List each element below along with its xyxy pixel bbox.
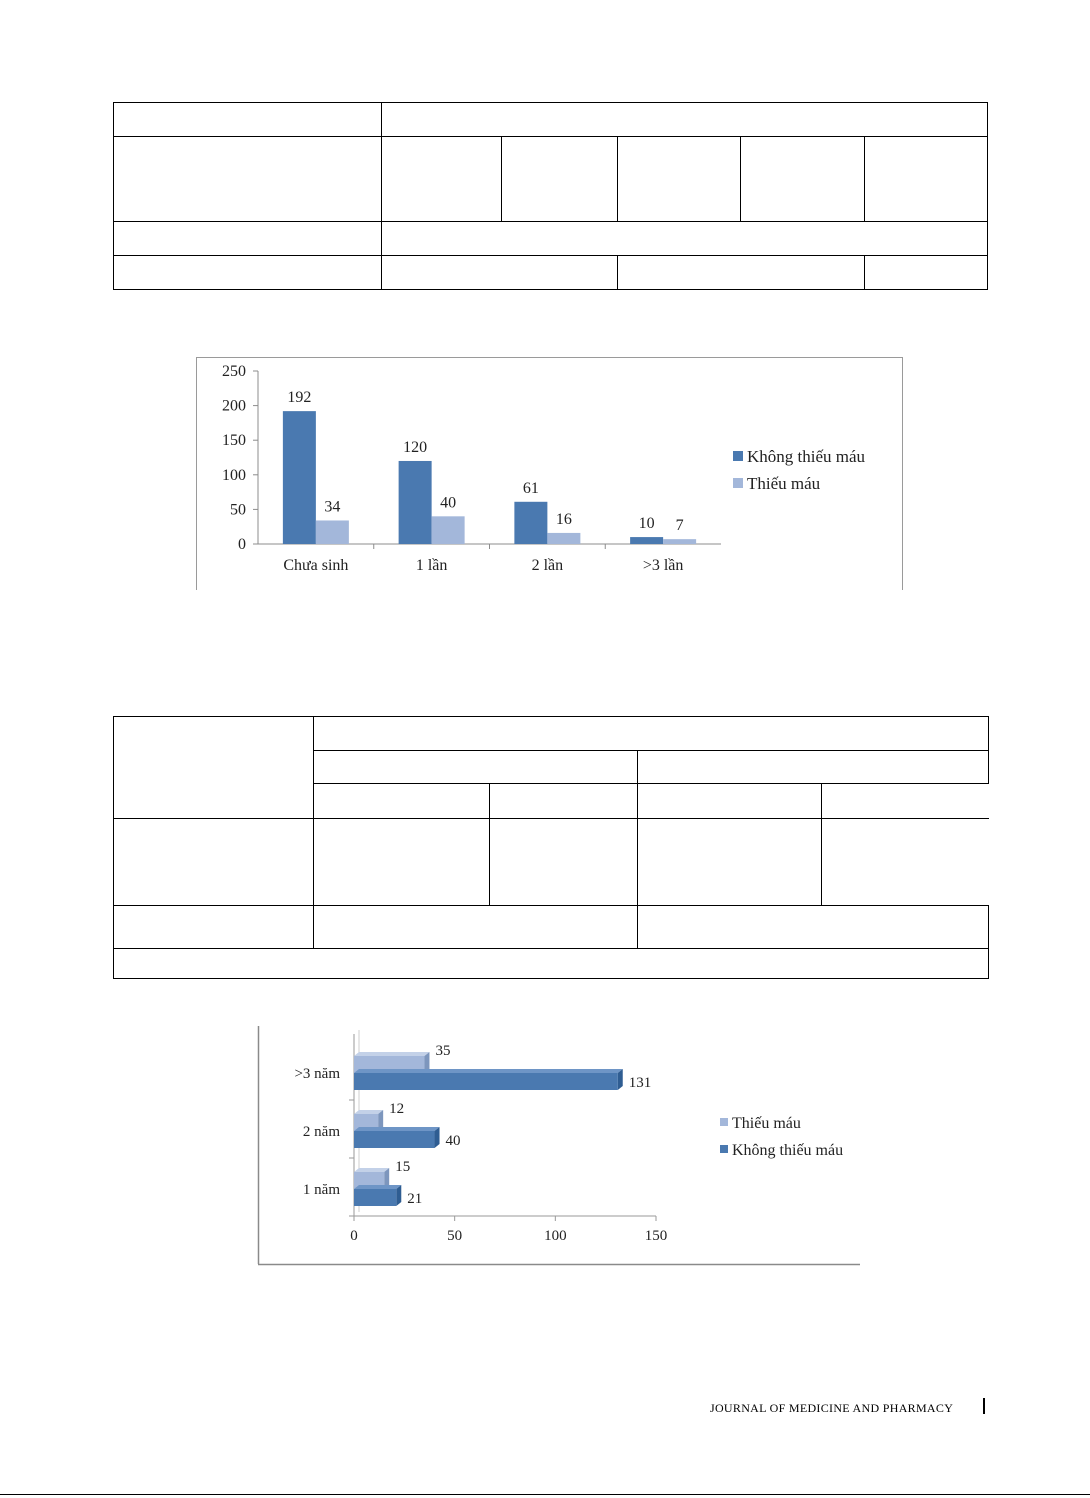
bar-top-face bbox=[354, 1127, 440, 1131]
table-cell bbox=[865, 256, 988, 290]
y-tick-label: 2 năm bbox=[302, 1124, 340, 1140]
table-cell bbox=[314, 784, 490, 819]
legend-swatch bbox=[720, 1145, 728, 1153]
data-label: 61 bbox=[522, 479, 539, 497]
bar bbox=[630, 537, 663, 544]
y-tick-label: 200 bbox=[222, 397, 246, 415]
table-1 bbox=[113, 102, 988, 290]
y-tick-label: 50 bbox=[230, 501, 246, 519]
table-cell bbox=[382, 256, 618, 290]
bar bbox=[547, 533, 580, 544]
chart-births bbox=[196, 357, 903, 590]
table-cell bbox=[741, 137, 865, 222]
x-tick-label: 150 bbox=[644, 1228, 668, 1244]
x-tick-label: 50 bbox=[447, 1228, 463, 1244]
chart-1-svg bbox=[196, 357, 903, 590]
bar bbox=[354, 1131, 435, 1148]
table-cell bbox=[822, 784, 989, 819]
data-label: 16 bbox=[555, 510, 572, 528]
table-cell bbox=[382, 222, 988, 256]
chart-duration bbox=[255, 1026, 860, 1266]
legend-label: Thiếu máu bbox=[732, 1115, 801, 1132]
table-cell bbox=[865, 137, 988, 222]
y-tick-label: 250 bbox=[222, 363, 246, 380]
table-cell bbox=[114, 137, 382, 222]
bar bbox=[514, 502, 547, 544]
table-cell bbox=[114, 906, 314, 949]
table-cell bbox=[638, 819, 822, 906]
table-cell bbox=[618, 256, 865, 290]
footer-divider bbox=[983, 1398, 985, 1414]
bar bbox=[316, 520, 349, 544]
bar bbox=[354, 1073, 618, 1090]
bar bbox=[399, 461, 432, 544]
data-label: 21 bbox=[407, 1191, 423, 1207]
table-cell bbox=[314, 819, 490, 906]
x-tick-label: 100 bbox=[544, 1228, 567, 1244]
data-label: 120 bbox=[403, 438, 428, 456]
legend-swatch bbox=[733, 451, 743, 461]
bar-top-face bbox=[354, 1185, 401, 1189]
x-tick-label: Chưa sinh bbox=[283, 557, 349, 574]
legend-label: Không thiếu máu bbox=[747, 447, 866, 466]
table-cell bbox=[490, 819, 638, 906]
table-cell bbox=[638, 784, 822, 819]
table-cell bbox=[822, 819, 989, 906]
table-cell bbox=[114, 103, 382, 137]
data-label: 7 bbox=[675, 517, 684, 535]
x-tick-label: 1 lần bbox=[415, 557, 448, 574]
data-label: 40 bbox=[445, 1133, 461, 1149]
table-cell bbox=[502, 137, 618, 222]
x-tick-label: 2 lần bbox=[531, 557, 564, 574]
legend-swatch bbox=[720, 1118, 728, 1126]
bar bbox=[432, 516, 465, 544]
x-tick-label: 0 bbox=[350, 1228, 358, 1244]
table-cell bbox=[638, 751, 989, 784]
table-cell bbox=[114, 819, 314, 906]
data-label: 15 bbox=[395, 1159, 411, 1175]
table-cell bbox=[382, 103, 988, 137]
table-cell bbox=[618, 137, 741, 222]
chart-2-svg bbox=[255, 1026, 860, 1266]
bar-top-face bbox=[354, 1110, 383, 1114]
table-cell bbox=[114, 717, 314, 819]
legend-swatch bbox=[733, 478, 743, 488]
legend-label: Thiếu máu bbox=[747, 474, 821, 493]
table-cell bbox=[490, 784, 638, 819]
bar bbox=[354, 1189, 396, 1206]
y-tick-label: 150 bbox=[222, 432, 246, 450]
data-label: 192 bbox=[287, 389, 312, 407]
table-cell bbox=[114, 949, 989, 979]
data-label: 40 bbox=[440, 494, 457, 512]
table-cell bbox=[114, 222, 382, 256]
bar bbox=[663, 539, 696, 544]
data-label: 10 bbox=[638, 515, 655, 533]
data-label: 131 bbox=[628, 1075, 652, 1091]
journal-name: JOURNAL OF MEDICINE AND PHARMACY bbox=[710, 1401, 954, 1415]
data-label: 35 bbox=[435, 1043, 451, 1059]
bar-top-face bbox=[354, 1052, 429, 1056]
table-cell bbox=[638, 906, 989, 949]
table-cell bbox=[314, 906, 638, 949]
y-tick-label: >3 năm bbox=[294, 1066, 340, 1082]
bar-top-face bbox=[354, 1069, 623, 1073]
data-label: 12 bbox=[389, 1101, 405, 1117]
table-2 bbox=[113, 716, 989, 979]
page-bottom-rule bbox=[0, 1494, 1090, 1495]
table-cell bbox=[382, 137, 502, 222]
table-cell bbox=[314, 751, 638, 784]
legend-label: Không thiếu máu bbox=[732, 1142, 844, 1159]
y-tick-label: 1 năm bbox=[302, 1182, 340, 1198]
bar bbox=[283, 411, 316, 544]
x-tick-label: >3 lần bbox=[642, 557, 684, 574]
y-tick-label: 0 bbox=[238, 536, 246, 553]
table-cell bbox=[314, 717, 989, 751]
data-label: 34 bbox=[324, 498, 341, 516]
table-cell bbox=[114, 256, 382, 290]
y-tick-label: 100 bbox=[222, 466, 246, 484]
bar-top-face bbox=[354, 1168, 389, 1172]
